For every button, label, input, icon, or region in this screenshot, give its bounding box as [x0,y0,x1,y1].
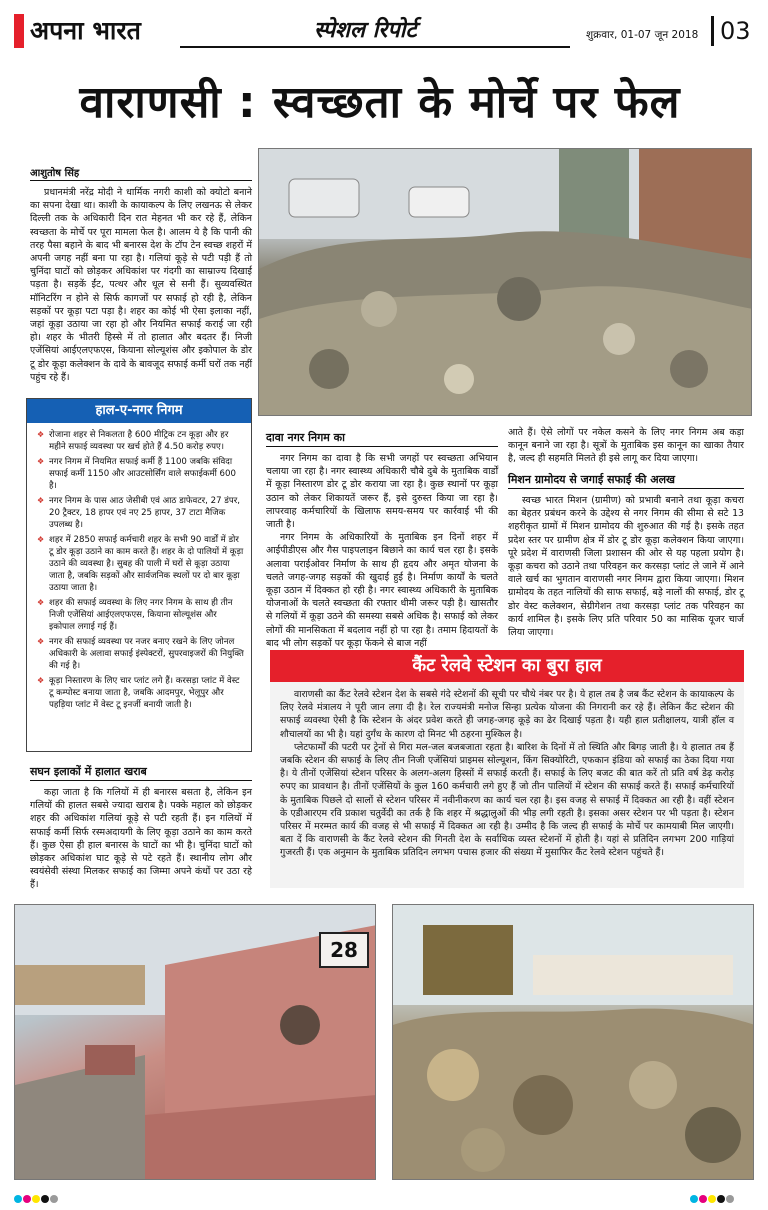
claim-paragraph: नगर निगम का दावा है कि सभी जगहों पर स्वच्छता अभियान चलाया जा रहा है। नगर स्वास्थ्य अधिकारी चौबे दुबे के मुताबिक वार्डों में कूड़ा निस्तारण डोर टू डोर कराया जा रहा है। कुछ स्थानों पर कूड़ा उठान को लेकर शिकायतें जरूर हैं, इसे दुरुस्त किया जा रहा है। लापरवाह कर्मचारियों के खिलाफ समय-समय पर कार्रवाई भी की जाती है। [266,453,498,531]
station-platform-illustration [15,905,376,1180]
facts-list-item: ❖ कूड़ा निस्तारण के लिए चार प्लांट लगे हैं। करसड़ा प्लांट में वेस्ट टू कम्पोस्ट बनाया जाता है, जबकि आदमपुर, भेलूपुर और पहड़िया प्लांट में वेस्ट टू इनर्जी बनायी जाती है। [37,675,245,711]
magenta-mark [699,1195,707,1203]
platform-marker-number: 28 [330,938,358,962]
page-number: 03 [720,17,751,45]
mission-section-heading: मिशन ग्रामोदय से जगाई सफाई की अलख [508,473,676,486]
municipal-facts-box [26,398,252,752]
facts-box-title: हाल-ए-नगर निगम [27,399,251,423]
masthead [14,14,754,54]
cyan-mark [690,1195,698,1203]
intro-paragraph: प्रधानमंत्री नरेंद्र मोदी ने धार्मिक नगरी काशी को क्योटो बनाने का सपना देखा था। काशी के कायाकल्प के लिए लखनऊ से लेकर दिल्ली तक के अधिकारी दिन रात मेहनत भी कर रहे हैं, लेकिन स्वच्छता के मोर्चे पर पूरा मामला फेल है। आलम ये है कि पानी की तरह पैसा बहाने के बाद भी बनारस देश के टॉप टेन स्वच्छ शहरों में अपनी जगह नहीं बना पा रहा है। गलियां कूड़े से पटी पड़ी हैं तो चुनिंदा घाटों को छोड़कर अधिकांश पर गंदगी का साम्राज्य दिखाई पड़ता है। सड़कें ईंट, पत्थर और धूल से सनी हैं। सुव्यवस्थित मॉनिटरिंग न होने से सिर्फ कागजों पर सफाई हो रही है, लेकिन सड़कों पर कूड़ा पटा पड़ा है। शहर का कोई भी ऐसा इलाका नहीं, जहां कूड़ा उठाया जा रहा हो और नियमित सफाई कराई जा रही हो। शहर के भीतरी हिस्से में तो हालात और बदतर हैं। निजी एजेंसियां आईएलएफएस, कियाना सोल्यूशंस और इकोपाल के डोर टू डोर कूड़ा कलेक्शन के दावे के बावजूद सफाई कर्मी घरों तक नहीं पहुंच रहे हैं। [30,187,252,383]
cantt-paragraph: वाराणसी का कैंट रेलवे स्टेशन देश के सबसे गंदे स्टेशनों की सूची पर चौथे नंबर पर है। ये हाल तब है जब कैंट स्टेशन के कायाकल्प के लिए रेलवे मंत्रालय ने पूरी जान लगा दी है। रेल राज्यमंत्री मनोज सिन्हा प्रत्येक योजना की निगरानी कर रहे हैं। लेकिन कैंट स्टेशन की सफाई व्यवस्था ऐसी है कि स्टेशन के अंदर प्रवेश करते ही जगह-जगह कूड़े का ढेर दिखाई पड़ता है। यही हाल प्रतीक्षालय, यात्री हॉल व शौचालयों का भी है। यहां दुर्गंध के कारण दो मिनट भी ठहरना मुश्किल है। [280,689,734,740]
railway-station-photo [14,904,376,1180]
page-number-separator [711,16,714,46]
claim-section-rule [266,446,498,447]
black-mark [41,1195,49,1203]
masthead-rule [180,46,570,48]
facts-list-item: ❖ नगर निगम के पास आठ जेसीबी एवं आठ डाफेवटर, 27 डंपर, 20 ट्रैक्टर, 18 हापर एवं नए 25 हापर, 37 टाटा मैजिक उपलब्ध है। [37,495,245,531]
facts-list-item: ❖ नगर की सफाई व्यवस्था पर नजर बनाए रखने के लिए जोनल अधिकारी के अलावा सफाई इंस्पेक्टरों, सुपरवाइजरों की नियुक्ति की गई है। [37,636,245,672]
main-headline: वाराणसी : स्वच्छता के मोर्चे पर फेल [79,77,681,128]
cyan-mark [14,1195,22,1203]
cantt-paragraph: प्लेटफार्मों की पटरी पर ट्रेनों से गिरा मल-जल बजबजाता रहता है। बारिश के दिनों में तो स्थिति और बिगड़ जाती है। ये हालात तब हैं जबकि स्टेशन की सफाई के लिए तीन निजी एजेंसियां प्राइमस सोल्यूशन, किंग सिक्योरिटी, एफकान इंडिया को सफाई का ठेका दिया गया है। ये तीनों एजेंसियां स्टेशन परिसर के अलग-अलग हिस्सों में सफाई करती हैं। सफाई के लिए बजट की बात करें तो प्रति वर्ष डेढ़ करोड़ रुपए का प्रावधान है। तीनों एजेंसियों के कुल 160 कर्मचारी लगे हुए हैं जो तीन पालियों में स्टेशन की सफाई करते हैं। सफाई कर्मचारियों के मुताबिक पिछले दो सालों से स्टेशन परिसर में नवीनीकरण का कार्य चल रहा है। इस वजह से सफाई में दिक्कत आ रही है। वहीं स्टेशन के एडीआरएम रवि प्रकाश चतुर्वेदी का तर्क है कि शहर में श्रद्धालुओं की भीड़ लगी रहती है। इसका असर स्टेशन पर भी पड़ता है। स्टेशन परिसर में मरम्मत कार्य की वजह से भी सफाई में दिक्कत आ रही है। उम्मीद है कि जल्द ही सफाई के मोर्चे पर कामयाबी मिल जाएगी। बता दें कि वाराणसी के कैंट रेलवे स्टेशन की गिनती देश के सर्वाधिक व्यस्त स्टेशनों में होती है। यहां से प्रतिदिन लगभग 200 गाड़ियां गुजरती हैं। एक अनुमान के मुताबिक प्रतिदिन लगभग पचास हजार की संख्या में मुसाफिर कैंट रेलवे स्टेशन पहुंचते हैं। [280,741,734,859]
cantt-section-body [270,682,744,888]
magenta-mark [23,1195,31,1203]
dump-yard-illustration [393,905,754,1180]
facts-list-item: ❖ शहर में 2850 सफाई कर्मचारी शहर के सभी 90 वार्डों में डोर टू डोर कूड़ा उठाने का काम करते हैं। शहर के दो पालियों में कूड़ा उठाने की व्यवस्था है। सुबह की पाली में घरों से कूड़ा उठाया जाता है, जबकि सड़कों और सार्वजनिक स्थलों पर दो बार कूड़ा उठाया जाता है। [37,534,245,594]
garbage-pile-illustration [259,149,752,416]
facts-list-item: ❖ नगर निगम में नियमित सफाई कर्मी हैं 1100 जबकि संविदा सफाई कर्मी 1150 और आउटसोर्सिंग वाले सफाईकर्मी 600 है। [37,456,245,492]
slum-section-rule [30,780,252,781]
slum-section-body [30,786,252,892]
claim-section-body [266,452,498,650]
garbage-dump-photo [392,904,754,1180]
black-mark [717,1195,725,1203]
print-registration-marks-left [14,1188,59,1196]
print-registration-marks-right [690,1188,735,1196]
facts-list [37,429,245,714]
paper-name: अपना भारत [30,16,141,45]
yellow-mark [32,1195,40,1203]
facts-list-item: ❖ शहर की सफाई व्यवस्था के लिए नगर निगम के साथ ही तीन निजी एजेंसियां आईएलएफएस, कियाना सोल्यूशंस और इकोपाल लगाई गई हैं। [37,597,245,633]
slum-section-heading: सघन इलाकों में हालात खराब [30,765,147,778]
byline: आशुतोष सिंह [30,168,80,179]
facts-list-item: ❖ रोजाना शहर से निकलता है 600 मीट्रिक टन कूड़ा और हर महीने सफाई व्यवस्था पर खर्च होते हैं 4.50 करोड़ रुपए। [37,429,245,453]
section-title: स्पेशल रिपोर्ट [314,17,417,43]
mission-paragraph: स्वच्छ भारत मिशन (ग्रामीण) को प्रभावी बनाने तथा कूड़ा कचरा का बेहतर प्रबंधन करने के उद्देश्य से नगर निगम की सीमा से सटे 13 शहरीकृत ग्रामों में मिशन ग्रामोदय की शुरुआत की गई है। इसके तहत प्रदेश स्तर पर ग्रामीण क्षेत्र में डोर टू डोर कूड़ा कलेक्शन किया जाएगा। पूरे प्रदेश में वाराणसी जिला प्रशासन की ओर से यह पहला प्रयोग है। कूड़ा कचरा को उठाने तथा परिवहन कर करसड़ा प्लांट ले जाने में आने वाले खर्च का भुगतान वाराणसी नगर निगम द्वारा किया जाएगा। मिशन ग्रामोदय के तहत नालियों की साफ सफाई, बड़े नालों की सफाई, डोर टू डोर वेस्ट कलेक्शन, सेग्रीगेशन तथा करसड़ा प्लांट तक परिवहन का कार्य शामिल है। इसके लिए प्रति परिवार 50 का मासिक यूजर चार्ज लिया जाएगा। [508,495,744,639]
continued-text [508,426,744,466]
yellow-mark [708,1195,716,1203]
byline-rule [30,180,252,181]
garbage-street-photo [258,148,752,416]
issue-date: शुक्रवार, 01-07 जून 2018 [586,29,699,41]
continued-paragraph: आते हैं। ऐसे लोगों पर नकेल कसने के लिए नगर निगम अब कड़ा कानून बनाने जा रहा है। सूत्रों के मुताबिक इस कानून का खाका तैयार है, जल्द ही सहमति मिलते ही इसे लागू कर दिया जाएगा। [508,427,744,465]
cantt-section-heading: कैंट रेलवे स्टेशन का बुरा हाल [270,650,744,682]
slum-paragraph: कहा जाता है कि गलियों में ही बनारस बसता है, लेकिन इन गलियों की हालत सबसे ज्यादा खराब है। पक्के महाल को छोड़कर शहर की अधिकांश गलियां कूड़े से पटी रहती हैं। इन गलियों में सफाई कर्मी सिर्फ रस्मअदायगी के लिए कूड़ा उठाने का काम करते हैं। कुछ ऐसा ही हाल बनारस के घाटों का भी है। चुनिंदा घाटों को छोड़कर अधिकांश घाट कूड़े से पटे रहते हैं। स्थानीय लोग और स्वयंसेवी संस्था मिलकर सफाई का जिम्मा अपने कंधों पर उठा रहे हैं। [30,787,252,891]
claim-paragraph: नगर निगम के अधिकारियों के मुताबिक इन दिनों शहर में आईपीडीएस और गैस पाइपलाइन बिछाने का कार्य चल रहा है। इसके अलावा पराईओवर निर्माण के साथ ही हृदय और अमृत योजना के चलते जगह-जगह सड़कों की खुदाई हुई है। निर्माण कार्यों के चलते कूड़ा उठान में दिक्कत हो रही है। नगर स्वास्थ्य अधिकारी के मुताबिक योजनाओं के चलते स्वच्छता की रफ्तार धीमी जरूर पड़ी है। खासतौर से गलियों में कूड़ा उठने की समस्या सबसे अधिक है। सफाई को लेकर लोगों की मानसिकता में बदलाव नहीं हो पा रहा है। तमाम हिदायतों के बाद भी लोग सड़कों पर कूड़ा फेंकने से बाज नहीं [266,532,498,649]
mission-section-rule [508,488,744,489]
intro-article [30,186,252,384]
mission-section-body [508,494,744,639]
grey-mark [50,1195,58,1203]
masthead-accent-bar [14,14,24,48]
claim-section-heading: दावा नगर निगम का [266,431,345,444]
grey-mark [726,1195,734,1203]
